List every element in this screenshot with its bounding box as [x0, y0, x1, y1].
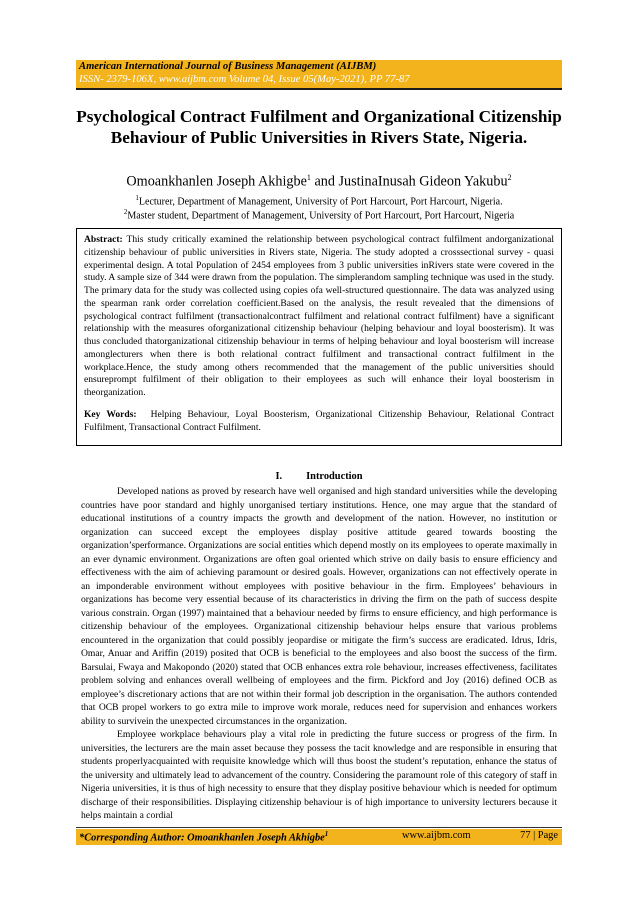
paragraph-1: Developed nations as proved by research have well organised and high standard universities while the developing countries have poor standard and highly unorganised tertiary institutions. Hence, one may argue that the standard of educational institutions of a country impacts the growth and development of the nation. However, no institution or organization can succeed except the employees display positive attitude geared towards boosting the organization’sperformance. Organizations are social entities which depend mostly on its employees to operate maximally in an ever dynamic environment. Organizations are often goal oriented which strive on daily basis to ensure efficiency and effectiveness with the aim of achieving paramount or desired goals. However, organizations can not effectively operate in an imponderable environment without employees with positive behaviour in the firm. Employees’ behaviours in organizations has become very essential because of its characteristics in driving the firm on the path of success despite various constrain. Organ (1997) maintained that a behaviour needed by firms to ensure efficiency, and high performance is citizenship behaviour of the employees. Organizational citizenship behaviour helps ensure that various problems encountered in the organization that could possibly jeopardise or mitigate the firm’s success are eradicated. Idrus, Idris, Omar, Anuar and Ariffin (2019) posited that OCB is beneficial to the employees and also boost the success of the firm. Barsulai, Fwaya and Makopondo (2020) stated that OCB enhances extra role behaviour, increases effectiveness, facilitates problem solving and enhances overall wellbeing of employees and the firm. Pickford and Joy (2016) defined OCB as employee’s discretionary actions that are not within their formal job description in the organisation. The authors contended that OCB propel workers to go extra mile to improve work morale, reduces need for supervision and enhances workers ability to survivein the unexpected circumstances in the organization.	[81, 486, 557, 727]
section-heading	[76, 471, 562, 482]
footer-bar	[76, 829, 562, 845]
footer-site: www.aijbm.com	[402, 830, 471, 841]
author-1-sup: 1	[306, 173, 311, 182]
abstract-text: This study critically examined the relationship between psychological contract fulfilment andorganizational citizenship behaviour of public universities in Rivers state, Nigeria. The study adopted a crosssectional survey - quasi experimental design. A total Population of 2454 employees from 3 public universities inRivers state were covered in the study. A sample size of 344 were drawn from the population. The simplerandom sampling technique was used in the study. The primary data for the study was collected using copies ofa well-structured questionnaire. The data was analyzed using the spearman rank order correlation coefficient.Based on the analysis, the result revealed that the dimensions of psychological contract fulfilment (transactionalcontract fulfilment and relational contract fulfilment) have a significant relationship with the measures oforganizational citizenship behaviour (helping behaviour and loyal boosterism). It was thus concluded thatorganizational citizenship behaviour in terms of helping behaviour and loyal boosterism will increase amonglecturers when there is both relational contract fulfilment and transactional contract fulfilment in the workplace.Hence, the study among others recommended that the management of the public universities should ensureprompt fulfilment of their obligation to their employees as such will enhance their loyal boosterism in theorganization.	[84, 234, 554, 398]
journal-banner	[76, 60, 562, 88]
author-2-sup: 2	[507, 173, 512, 182]
affiliation-2	[76, 208, 562, 221]
banner-rule	[76, 88, 562, 90]
aff-2-sup: 2	[123, 208, 128, 216]
keywords	[84, 409, 554, 435]
paragraph-2: Employee workplace behaviours play a vital role in predicting the future success or progress of the firm. In universities, the lecturers are the main asset because they possess the tacit knowledge and are responsible in ensuring that students properlyacquainted with requisite knowledge which will thus boost the student’s reputation, enhance the status of the university and ultimately lead to advancement of the country. Considering the paramount role of this category of staff in Nigeria universities, it is thus of high necessity to ensure that they display positive behaviour which is needed for optimum discharge of their responsibilities. Displaying citizenship behaviour is of high importance to university lecturers because it helps maintain a cordial	[81, 729, 557, 821]
paper-title: Psychological Contract Fulfilment and Organizational Citizenship Behaviour of Public Universities in Rivers State, Nigeria.	[76, 107, 562, 147]
keywords-label: Key Words:	[84, 408, 137, 420]
section-number: I.	[275, 471, 283, 482]
body-text	[81, 485, 557, 823]
aff-1-sup: 1	[135, 194, 139, 202]
section-title: Introduction	[306, 471, 363, 482]
aff-2-text: Master student, Department of Management, University of Port Harcourt, Port Harcourt, Nigeria	[127, 210, 515, 222]
corresponding-author-sup: 1	[324, 830, 329, 838]
page-number: 77 | Page	[520, 830, 558, 841]
author-1: Omoankhanlen Joseph Akhigbe	[126, 173, 307, 190]
journal-name: American International Journal of Business Management (AIJBM)	[79, 61, 377, 72]
issn-line: ISSN- 2379-106X, www.aijbm.com Volume 04, Issue 05(May-2021), PP 77-87	[79, 74, 410, 85]
affiliation-1	[76, 194, 562, 207]
keywords-text: Helping Behaviour, Loyal Boosterism, Organizational Citizenship Behaviour, Relational Contract Fulfilment, Transactional Contract Fulfilment.	[84, 408, 554, 433]
abstract	[84, 234, 554, 400]
abstract-box	[76, 228, 562, 446]
author-line	[76, 173, 562, 191]
corresponding-author-text: *Corresponding Author: Omoankhanlen Joseph Akhigbe	[79, 832, 325, 844]
abstract-label: Abstract:	[84, 234, 123, 245]
author-2: JustinaInusah Gideon Yakubu	[338, 173, 508, 190]
footer-rule	[76, 827, 562, 828]
author-and: and	[310, 173, 339, 190]
corresponding-author	[79, 830, 328, 843]
aff-1-text: Lecturer, Department of Management, University of Port Harcourt, Port Harcourt, Nigeria.	[138, 196, 503, 208]
